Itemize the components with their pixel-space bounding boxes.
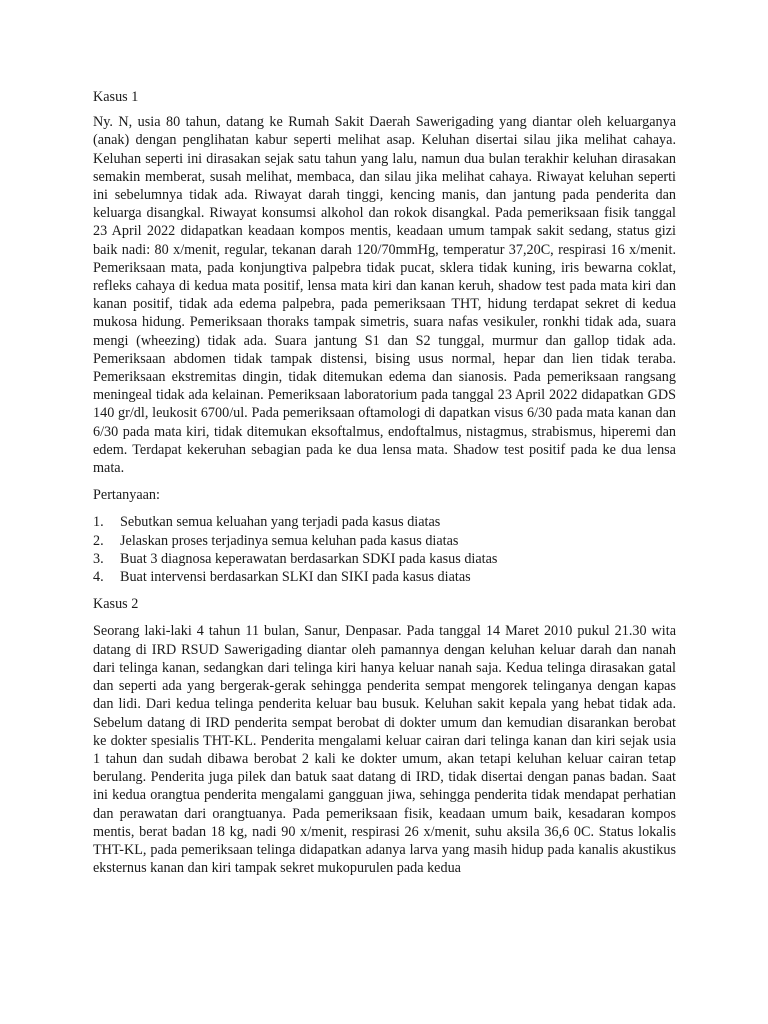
question-number: 3. — [93, 550, 104, 567]
question-number: 4. — [93, 569, 104, 586]
question-item — [93, 568, 676, 586]
question-item — [93, 532, 676, 550]
question-text: Buat 3 diagnosa keperawatan berdasarkan SDKI pada kasus diatas — [120, 550, 498, 567]
questions-label: Pertanyaan: — [93, 487, 160, 504]
question-text: Buat intervensi berdasarkan SLKI dan SIKI pada kasus diatas — [120, 569, 471, 586]
questions-list — [93, 513, 676, 586]
case2-paragraph: Seorang laki-laki 4 tahun 11 bulan, Sanur, Denpasar. Pada tanggal 14 Maret 2010 pukul 21.30 wita datang di IRD RSUD Sawerigading diantar oleh pamannya dengan keluhan keluar darah dan nanah dari telinga kanan, sedangkan dari telinga kiri hanya keluar nanah saja. Kedua telinga dirasakan gatal dan seperti ada yang bergerak-gerak sehingga penderita sempat mengorek telinganya dengan kapas dan lidi. Dari kedua telinga penderita keluar bau busuk. Keluhan sakit kepala yang hebat tidak ada. Sebelum datang di IRD penderita sempat berobat di dokter umum dan kemudian disarankan berobat ke dokter spesialis THT-KL. Penderita mengalami keluar cairan dari telinga kanan dan kiri sejak usia 1 tahun dan sudah dibawa berobat 2 kali ke dokter umum, akan tetapi keluhan keluar cairan tetap berulang. Penderita juga pilek dan batuk saat datang di IRD, tidak disertai dengan panas badan. Saat ini kedua orangtua penderita mengalami gangguan jiwa, sehingga penderita tidak mendapat perhatian dan perawatan dari orangtuanya. Pada pemeriksaan fisik, keadaan umum baik, kesadaran kompos mentis, berat badan 18 kg, nadi 90 x/menit, respirasi 26 x/menit, suhu aksila 36,6 0C. Status lokalis THT-KL, pada pemeriksaan telinga didapatkan adanya larva yang masih hidup pada kanalis akustikus eksternus kanan dan kiri tampak sekret mukopurulen pada kedua — [93, 623, 676, 877]
case1-paragraph: Ny. N, usia 80 tahun, datang ke Rumah Sakit Daerah Sawerigading yang diantar oleh keluarganya (anak) dengan penglihatan kabur seperti melihat asap. Keluhan disertai silau jika melihat cahaya. Keluhan seperti ini dirasakan sejak satu tahun yang lalu, namun dua bulan terakhir keluhan dirasakan semakin memberat, susah melihat, membaca, dan silau jika melihat cahaya. Riwayat keluhan seperti ini sebelumnya tidak ada. Riwayat darah tinggi, kencing manis, dan jantung pada penderita dan keluarga disangkal. Riwayat konsumsi alkohol dan rokok disangkal. Pada pemeriksaan fisik tanggal 23 April 2022 didapatkan keadaan kompos mentis, keadaan umum tampak sakit sedang, status gizi baik nadi: 80 x/menit, regular, tekanan darah 120/70mmHg, temperatur 37,20C, respirasi 16 x/menit. Pemeriksaan mata, pada konjungtiva palpebra tidak pucat, sklera tidak kuning, iris bewarna coklat, refleks cahaya di kedua mata positif, lensa mata kiri dan kanan keruh, shadow test pada mata kiri dan kanan positif, tidak ada edema palpebra, pada pemeriksaan THT, hidung terdapat sekret di kedua mukosa hidung. Pemeriksaan thoraks tampak simetris, suara nafas vesikuler, ronkhi tidak ada, suara mengi (wheezing) tidak ada. Suara jantung S1 dan S2 tunggal, murmur dan gallop tidak ada. Pemeriksaan abdomen tidak tampak distensi, bising usus normal, hepar dan lien tidak teraba. Pemeriksaan ekstremitas dingin, tidak ditemukan edema dan sianosis. Pada pemeriksaan rangsang meningeal tidak ada kelainan. Pemeriksaan laboratorium pada tanggal 23 April 2022 didapatkan GDS 140 gr/dl, leukosit 6700/ul. Pada pemeriksaan oftamologi di dapatkan visus 6/30 pada mata kanan dan 6/30 pada mata kiri, tidak ditemukan eksoftalmus, endoftalmus, nistagmus, strabismus, hiperemi dan edem. Terdapat kekeruhan sebagian pada ke dua lensa mata. Shadow test positif pada ke dua lensa mata. — [93, 114, 676, 477]
case1-heading: Kasus 1 — [93, 89, 139, 105]
question-text: Jelaskan proses terjadinya semua keluhan pada kasus diatas — [120, 532, 459, 549]
case2-heading: Kasus 2 — [93, 596, 139, 613]
question-item — [93, 513, 676, 531]
question-number: 2. — [93, 532, 104, 549]
question-number: 1. — [93, 514, 104, 531]
document-page — [93, 88, 676, 886]
question-item — [93, 550, 676, 568]
question-text: Sebutkan semua keluahan yang terjadi pada kasus diatas — [120, 514, 441, 531]
